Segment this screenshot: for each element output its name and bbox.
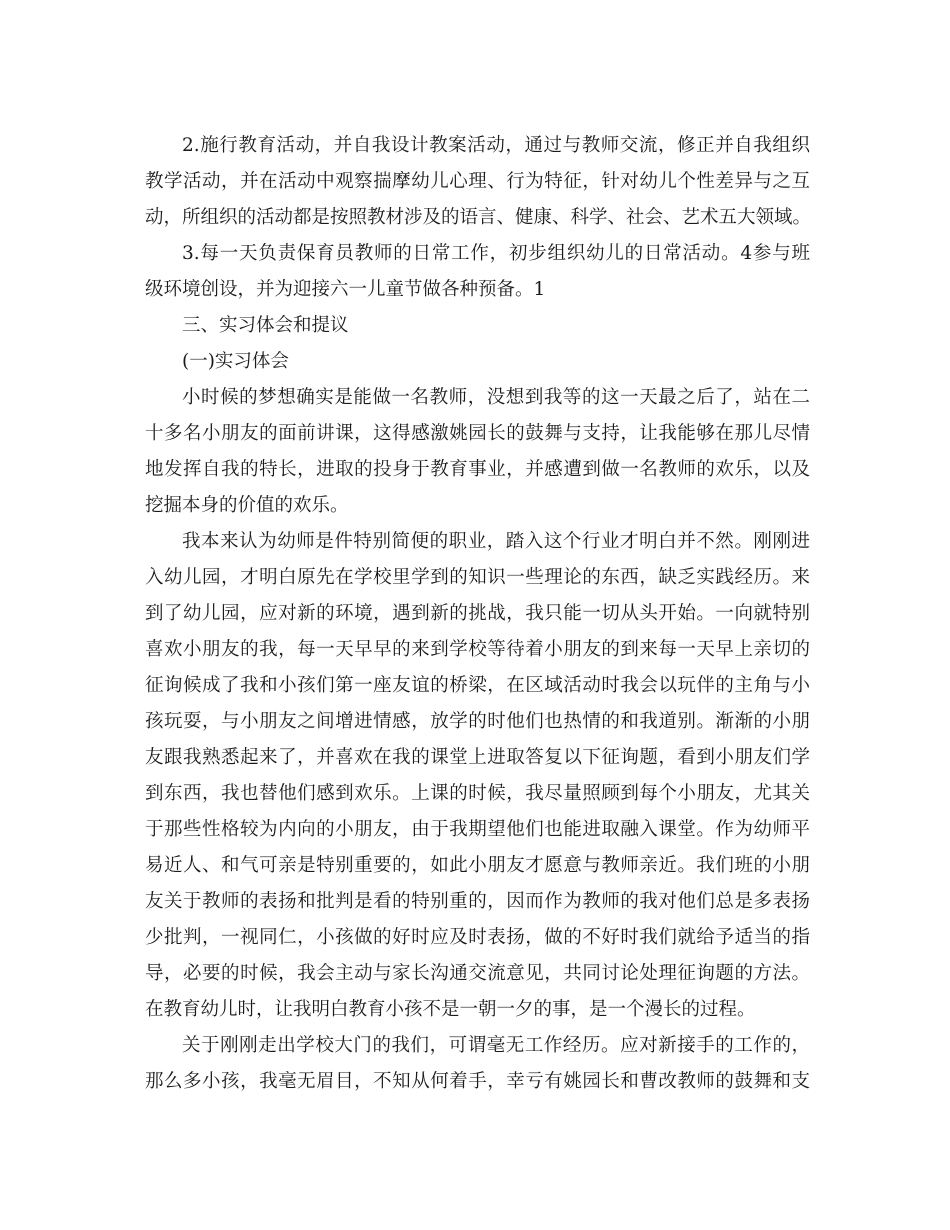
text-line: 孩玩耍，与小朋友之间增进情感，放学的时他们也热情的和我道别。渐渐的小朋 <box>145 711 810 732</box>
text-line: 征询候成了我和小孩们第一座友谊的桥梁，在区域活动时我会以玩伴的主角与小 <box>145 675 810 696</box>
text-line: 到东西，我也替他们感到欢乐。上课的时候，我尽量照顾到每个小朋友，尤其关 <box>145 783 810 804</box>
text-line: 于那些性格较为内向的小朋友，由于我期望他们也能进取融入课堂。作为幼师平 <box>145 819 810 840</box>
text-line: 2.施行教育活动，并自我设计教案活动，通过与教师交流，修正并自我组织 <box>182 135 810 156</box>
text-line: 挖掘本身的价值的欢乐。 <box>145 495 349 516</box>
text-line: 少批判，一视同仁，小孩做的好时应及时表扬，做的不好时我们就给予适当的指 <box>145 927 810 948</box>
text-line: 易近人、和气可亲是特别重要的，如此小朋友才愿意与教师亲近。我们班的小朋 <box>145 855 810 876</box>
text-line: 地发挥自我的特长，进取的投身于教育事业，并感遭到做一名教师的欢乐，以及 <box>145 459 810 480</box>
text-line: 教学活动，并在活动中观察揣摩幼儿心理、行为特征，针对幼儿个性差异与之互 <box>145 171 810 192</box>
text-line: 3.每一天负责保育员教师的日常工作，初步组织幼儿的日常活动。4参与班 <box>182 243 810 264</box>
text-line: 十多名小朋友的面前讲课，这得感激姚园长的鼓舞与支持，让我能够在那儿尽情 <box>145 423 810 444</box>
text-line: 在教育幼儿时，让我明白教育小孩不是一朝一夕的事，是一个漫长的过程。 <box>145 999 756 1020</box>
text-line: 我本来认为幼师是件特别简便的职业，踏入这个行业才明白并不然。刚刚进 <box>182 531 810 552</box>
text-line: 友跟我熟悉起来了，并喜欢在我的课堂上进取答复以下征询题，看到小朋友们学 <box>145 747 810 768</box>
text-line: 入幼儿园，才明白原先在学校里学到的知识一些理论的东西，缺乏实践经历。来 <box>145 567 810 588</box>
text-line: 动，所组织的活动都是按照教材涉及的语言、健康、科学、社会、艺术五大领域。 <box>145 207 812 228</box>
text-line: 喜欢小朋友的我，每一天早早的来到学校等待着小朋友的到来每一天早上亲切的 <box>145 639 810 660</box>
text-line: 到了幼儿园，应对新的环境，遇到新的挑战，我只能一切从头开始。一向就特别 <box>145 603 810 624</box>
text-line: 友关于教师的表扬和批判是看的特别重的，因而作为教师的我对他们总是多表扬 <box>145 891 810 912</box>
text-line: 导，必要的时候，我会主动与家长沟通交流意见，共同讨论处理征询题的方法。 <box>145 963 810 984</box>
text-line: (一)实习体会 <box>182 351 289 372</box>
text-line: 那么多小孩，我毫无眉目，不知从何着手，幸亏有姚园长和曹改教师的鼓舞和支 <box>145 1071 810 1092</box>
text-line: 三、实习体会和提议 <box>182 315 349 336</box>
document-body <box>145 128 810 1100</box>
text-line: 小时候的梦想确实是能做一名教师，没想到我等的这一天最之后了，站在二 <box>182 387 810 408</box>
text-line: 关于刚刚走出学校大门的我们，可谓毫无工作经历。应对新接手的工作的， <box>182 1035 810 1056</box>
text-line: 级环境创设，并为迎接六一儿童节做各种预备。1 <box>145 279 546 300</box>
